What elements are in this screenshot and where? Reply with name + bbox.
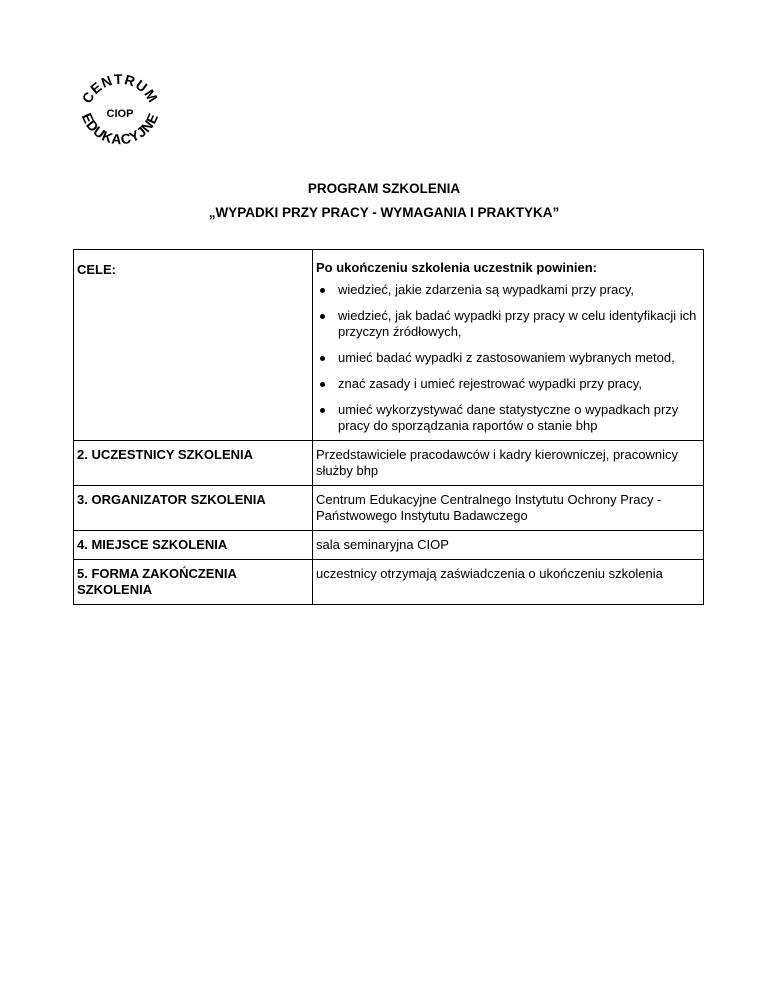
table-row-organizer	[74, 486, 704, 531]
goals-label: CELE:	[74, 250, 313, 441]
goals-heading: Po ukończeniu szkolenia uczestnik powinien:	[316, 260, 597, 275]
goal-item: wiedzieć, jakie zdarzenia są wypadkami przy pracy,	[316, 282, 701, 298]
row-value: Przedstawiciele pracodawców i kadry kierowniczej, pracownicy służby bhp	[313, 441, 704, 486]
row-label: 5. FORMA ZAKOŃCZENIA SZKOLENIA	[74, 560, 313, 605]
logo-center-text: CIOP	[106, 108, 134, 120]
ciop-logo	[68, 60, 172, 164]
table-row-goals	[74, 250, 704, 441]
table-row-location	[74, 531, 704, 560]
title-block	[0, 179, 768, 223]
row-label: 2. UCZESTNICY SZKOLENIA	[74, 441, 313, 486]
row-value: sala seminaryjna CIOP	[313, 531, 704, 560]
goal-item: znać zasady i umieć rejestrować wypadki przy pracy,	[316, 376, 701, 392]
goal-item: umieć badać wypadki z zastosowaniem wybranych metod,	[316, 350, 701, 366]
row-value: uczestnicy otrzymają zaświadczenia o ukończeniu szkolenia	[313, 560, 704, 605]
row-value: Centrum Edukacyjne Centralnego Instytutu Ochrony Pracy - Państwowego Instytutu Badawczego	[313, 486, 704, 531]
ciop-logo-mark	[68, 60, 172, 164]
goal-item: umieć wykorzystywać dane statystyczne o wypadkach przy pracy do sporządzania raportów o stanie bhp	[316, 402, 701, 434]
goal-item: wiedzieć, jak badać wypadki przy pracy w celu identyfikacji ich przyczyn źródłowych,	[316, 308, 701, 340]
goals-cell	[313, 250, 704, 441]
row-label: 3. ORGANIZATOR SZKOLENIA	[74, 486, 313, 531]
table-row-participants	[74, 441, 704, 486]
page-subtitle: „WYPADKI PRZY PRACY - WYMAGANIA I PRAKTYKA”	[208, 205, 560, 220]
goals-list	[316, 282, 701, 434]
logo-arc-top: CENTRUM	[78, 70, 162, 106]
row-label: 4. MIEJSCE SZKOLENIA	[74, 531, 313, 560]
logo-arc-bottom: EDUKACYJNE	[78, 110, 162, 148]
table-row-completion	[74, 560, 704, 605]
program-table	[73, 249, 704, 605]
page-title: PROGRAM SZKOLENIA	[307, 181, 461, 196]
